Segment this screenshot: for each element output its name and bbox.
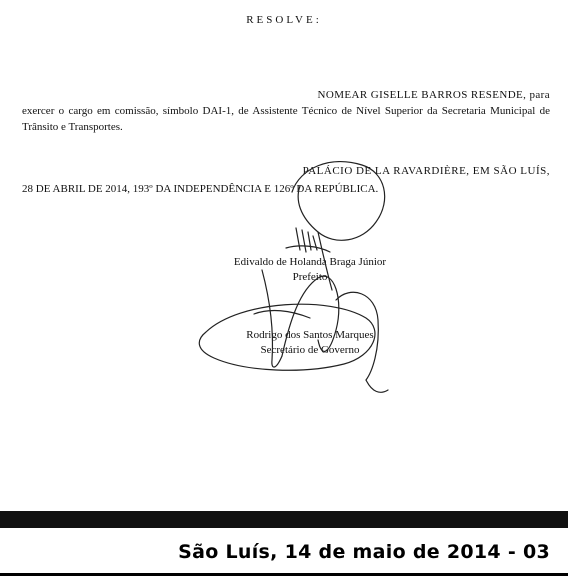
signatory-title: Prefeito	[292, 271, 328, 283]
signatory-name: Rodrigo dos Santos Marques	[246, 329, 374, 341]
date-line: 28 DE ABRIL DE 2014, 193º DA INDEPENDÊNCIA E 126º DA REPÚBLICA.	[22, 183, 379, 195]
resolve-heading: RESOLVE:	[246, 14, 322, 26]
place-date-paragraph	[22, 162, 550, 198]
signatory-secretary	[26, 328, 568, 358]
footer-date-page: São Luís, 14 de maio de 2014 - 03	[178, 541, 550, 563]
footer-black-band	[0, 511, 568, 528]
footer-rule	[0, 573, 568, 576]
signatory-name: Edivaldo de Holanda Braga Júnior	[233, 256, 387, 268]
appointment-first-line: NOMEAR GISELLE BARROS RESENDE, para	[317, 89, 550, 101]
signatory-mayor	[26, 255, 568, 285]
appointment-paragraph	[22, 87, 550, 135]
signatory-title: Secretário de Governo	[260, 344, 360, 356]
place-line: PALÁCIO DE LA RAVARDIÈRE, EM SÃO LUÍS,	[302, 165, 550, 177]
appointment-body: exercer o cargo em comissão, símbolo DAI-1, de Assistente Técnico de Nível Superior da Secretaria Municipal de Trânsito e Transportes.	[22, 105, 550, 133]
